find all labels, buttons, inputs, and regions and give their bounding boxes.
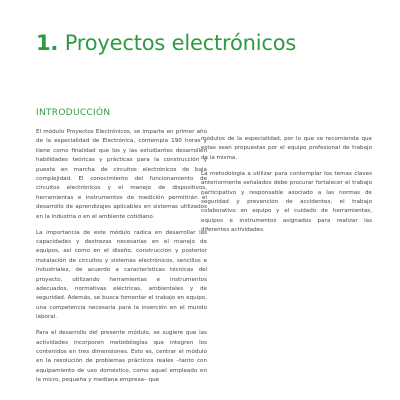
chapter-title-text: Proyectos electrónicos [64,31,297,55]
paragraph: La metodología a utilizar para contemplar los temas claves anteriormente señalados debe procurar fortalecer el trabajo participativo y responsable asociado a las normas de seguridad y prevención de accidentes, el trabajo colaborativo en equipo y el cuidado de herramientas, equipos e instrumentos asignados para realizar las diferentes actividades. [201,170,372,234]
paragraph: El módulo Proyectos Electrónicos, se imparte en primer año de la especialidad de Electrónica, contempla 190 horas y tiene como finalidad que los y las estudiantes desarrollen habilidades teóricas y prácticas para la construcción y puesta en marcha de circuitos electrónicos de baja complejidad. El conocimiento del funcionamiento de circuitos electrónicos y el manejo de dispositivos, herramientas e instrumentos de medición permitirán el desarrollo de aprendizajes aplicables en sistemas utilizados en la industria o en el ambiente cotidiano. [36,129,207,220]
left-column [36,128,207,392]
right-column [201,135,372,242]
paragraph: módulos de la especialidad, por lo que se recomienda que estas sean propuestas por el equipo profesional de trabajo de la misma. [201,136,372,161]
chapter-number: 1. [36,31,59,55]
paragraph: La importancia de este módulo radica en desarrollar las capacidades y destrezas necesarias en el manejo de equipos, así como en el diseño, construcción y posterior instalación de circuitos y sistemas electrónicos, sencillos e industriales, de acuerdo a características técnicas del proyecto, utilizando herramientas e instrumentos adecuados, normativas eléctricas, ambientales y de seguridad. Además, se busca fomentar el trabajo en equipo, una competencia necesaria para la inserción en el mundo laboral. [36,229,207,321]
section-heading: INTRODUCCIÓN [36,108,111,118]
chapter-title [36,31,296,55]
paragraph: Para el desarrollo del presente módulo, se sugiere que las actividades incorporen metodologías que integren los contenidos en tres dimensiones. Esto es, centrar el módulo en la resolución de problemas prácticos reales –tanto con equipamiento de uso doméstico, como aquel empleado en la micro, pequeña y mediana empresa– que [36,330,207,384]
